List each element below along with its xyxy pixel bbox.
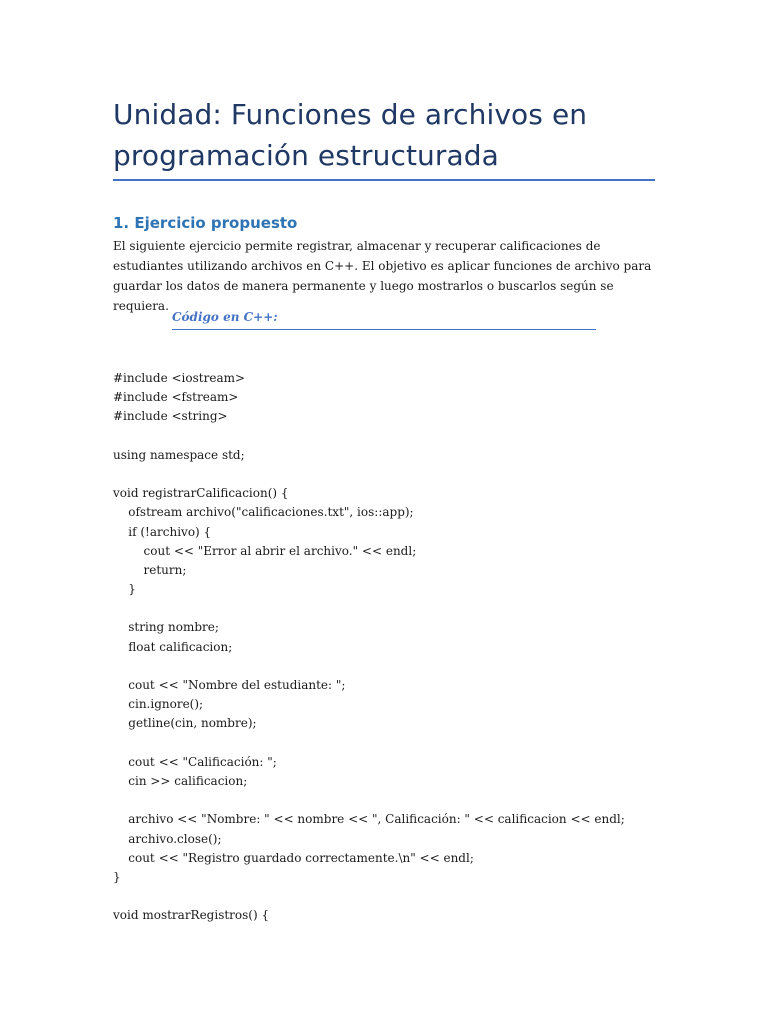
- code-line: string nombre;: [113, 620, 219, 635]
- code-line: cin >> calificacion;: [113, 773, 248, 788]
- code-line: #include <iostream>: [113, 371, 246, 385]
- code-line: cout << "Nombre del estudiante: ";: [113, 678, 346, 692]
- code-line: float calificacion;: [113, 639, 233, 654]
- code-line: void registrarCalificacion() {: [113, 486, 289, 501]
- code-line: cin.ignore();: [113, 697, 204, 712]
- code-line: #include <fstream>: [113, 390, 239, 405]
- code-line: archivo << "Nombre: " << nombre << ", Calificación: " << calificacion << endl;: [113, 812, 625, 827]
- section-heading: 1. Ejercicio propuesto: [113, 214, 298, 232]
- intro-paragraph: El siguiente ejercicio permite registrar, almacenar y recuperar calificaciones de estudiantes utilizando archivos en C++. El objetivo es aplicar funciones de archivo para guardar los datos de manera permanente y luego mostrarlos o buscarlos según se requiera.: [113, 239, 652, 313]
- code-line: }: [113, 869, 121, 884]
- code-line: [113, 734, 673, 753]
- document-title: Unidad: Funciones de archivos en programación estructurada: [113, 98, 588, 172]
- code-line: if (!archivo) {: [113, 524, 212, 539]
- code-line: getline(cin, nombre);: [113, 716, 257, 731]
- code-line: [113, 887, 673, 906]
- code-line: [113, 427, 673, 446]
- code-line: [113, 657, 673, 676]
- code-line: return;: [113, 562, 187, 577]
- code-line: [113, 465, 673, 484]
- code-line: cout << "Registro guardado correctamente.\n" << endl;: [113, 850, 474, 865]
- code-caption: Código en C++:: [172, 310, 278, 324]
- code-line: archivo.close();: [113, 831, 222, 846]
- code-line: [113, 599, 673, 618]
- code-line: [113, 791, 673, 810]
- title-underline: [113, 179, 655, 181]
- code-line: using namespace std;: [113, 447, 245, 462]
- caption-underline: [172, 329, 596, 330]
- code-block: [113, 369, 673, 925]
- code-line: ofstream archivo("calificaciones.txt", ios::app);: [113, 505, 414, 520]
- code-line: }: [113, 582, 136, 597]
- code-line: cout << "Calificación: ";: [113, 754, 277, 769]
- code-line: void mostrarRegistros() {: [113, 908, 270, 923]
- code-line: #include <string>: [113, 409, 228, 424]
- code-line: cout << "Error al abrir el archivo." << endl;: [113, 543, 417, 558]
